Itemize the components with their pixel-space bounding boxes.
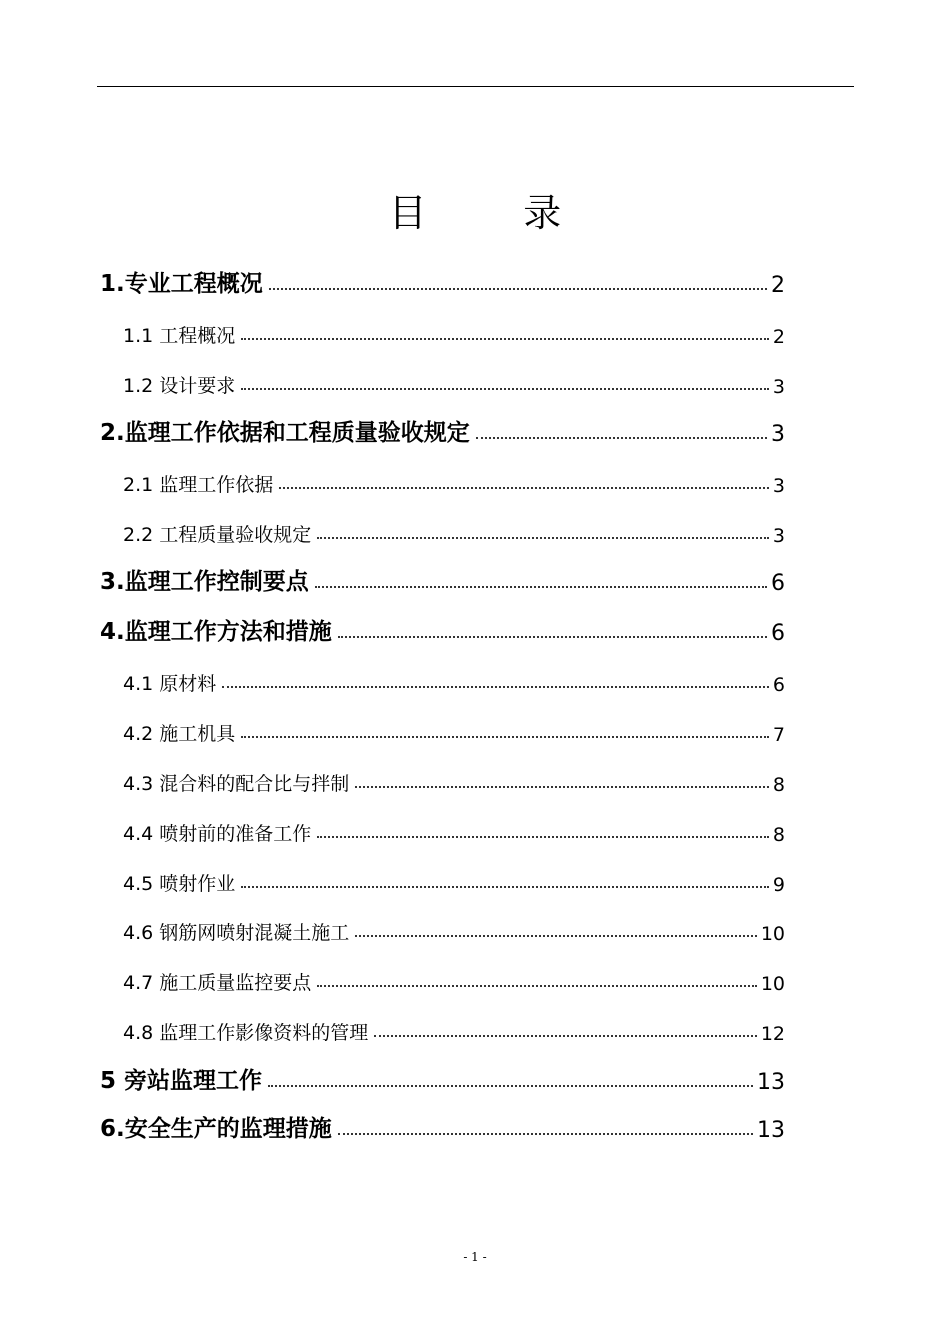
toc-entry-page: 6 [771,571,785,596]
toc-leader-dots [315,586,767,588]
toc-entry[interactable] [123,712,785,746]
toc-entry-label: 4.5 喷射作业 [123,873,236,895]
toc-leader-dots [317,836,769,838]
toc-entry-page: 3 [772,376,785,398]
toc-entry-page: 3 [772,475,785,497]
toc-entry-label: 3.监理工作控制要点 [100,569,309,595]
toc-entry-page: 2 [772,326,785,348]
toc-entry-page: 3 [771,422,785,447]
toc-entry[interactable] [100,562,785,596]
toc-leader-dots [317,537,769,539]
toc-entry-page: 3 [772,525,785,547]
toc-entry-label: 4.4 喷射前的准备工作 [123,823,312,845]
toc-entry[interactable] [100,612,785,646]
toc-entry-label: 4.监理工作方法和措施 [100,619,332,645]
toc-leader-dots [241,388,769,390]
toc-leader-dots [269,288,767,290]
toc-entry[interactable] [123,1011,785,1045]
toc-entry-page: 8 [772,774,785,796]
toc-entry-page: 13 [757,1070,785,1095]
toc-entry[interactable] [123,314,785,348]
toc-entry-label: 6.安全生产的监理措施 [100,1116,332,1142]
toc-entry[interactable] [123,862,785,896]
toc-entry-label: 1.专业工程概况 [100,271,263,297]
toc-entry[interactable] [123,662,785,696]
toc-entry[interactable] [123,911,785,945]
toc-leader-dots [279,487,769,489]
toc-entry[interactable] [123,961,785,995]
toc-entry-page: 8 [772,824,785,846]
toc-entry-label: 2.监理工作依据和工程质量验收规定 [100,420,470,446]
toc-entry[interactable] [123,812,785,846]
toc-entry-page: 2 [771,273,785,298]
toc-entry-label: 2.1 监理工作依据 [123,474,274,496]
toc-entry-page: 7 [772,724,785,746]
toc-entry-label: 1.2 设计要求 [123,375,236,397]
toc-entry[interactable] [123,463,785,497]
toc-entry-page: 9 [772,874,785,896]
toc-leader-dots [355,786,769,788]
toc-entry[interactable] [100,1061,785,1095]
toc-entry[interactable] [123,762,785,796]
toc-entry-page: 13 [757,1118,785,1143]
toc-entry-label: 4.6 钢筋网喷射混凝土施工 [123,922,350,944]
toc-entry-label: 4.3 混合料的配合比与拌制 [123,773,350,795]
toc-leader-dots [268,1085,753,1087]
toc-entry[interactable] [100,413,785,447]
toc-leader-dots [241,338,769,340]
toc-entry[interactable] [123,513,785,547]
toc-leader-dots [338,636,767,638]
toc-leader-dots [338,1133,753,1135]
toc-entry-label: 5 旁站监理工作 [100,1068,263,1094]
toc-entry-label: 4.1 原材料 [123,673,217,695]
toc-entry-label: 4.8 监理工作影像资料的管理 [123,1022,369,1044]
toc-leader-dots [317,985,757,987]
toc-entry-page: 6 [772,674,785,696]
toc-leader-dots [241,736,769,738]
toc-entry-page: 6 [771,621,785,646]
toc-entry[interactable] [100,264,785,298]
page-title: 目 录 [388,191,562,235]
toc-entry-page: 10 [760,923,785,945]
toc-leader-dots [222,686,769,688]
toc-leader-dots [355,935,757,937]
toc-leader-dots [374,1035,757,1037]
toc-entry-label: 2.2 工程质量验收规定 [123,524,312,546]
toc-entry-page: 12 [760,1023,785,1045]
toc-entry[interactable] [100,1109,785,1143]
toc-entry[interactable] [123,364,785,398]
toc-leader-dots [476,437,767,439]
toc-entry-page: 10 [760,973,785,995]
page-number: - 1 - [463,1250,487,1264]
toc-leader-dots [241,886,769,888]
toc-entry-label: 1.1 工程概况 [123,325,236,347]
toc-entry-label: 4.2 施工机具 [123,723,236,745]
toc-entry-label: 4.7 施工质量监控要点 [123,972,312,994]
